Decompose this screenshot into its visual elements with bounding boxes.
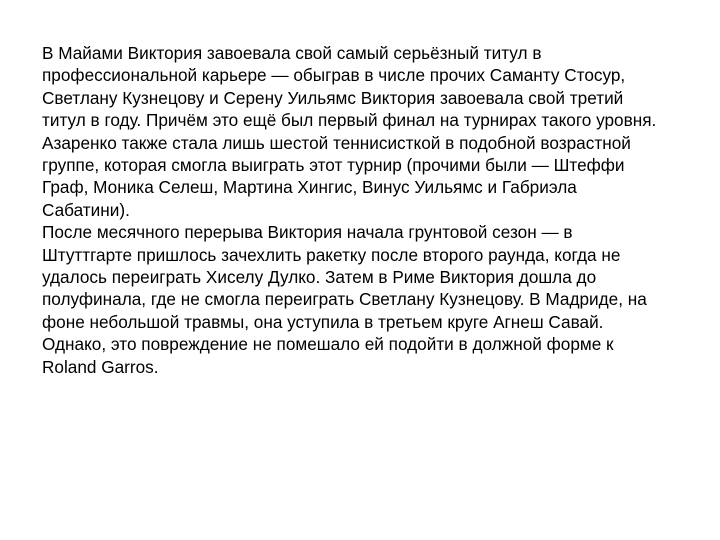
text-line-6: группе, которая смогла выиграть этот турнир (прочими были — Штеффи xyxy=(42,155,625,176)
text-line-13: фоне небольшой травмы, она уступила в третьем круге Агнеш Савай. xyxy=(42,311,604,332)
text-line-7: Граф, Моника Селеш, Мартина Хингис, Винус Уильямс и Габриэла xyxy=(42,177,577,198)
text-line-8: Сабатини). xyxy=(42,199,130,220)
text-line-11: удалось переиграть Хиселу Дулко. Затем в Риме Виктория дошла до xyxy=(42,267,597,288)
text-line-9: После месячного перерыва Виктория начала грунтовой сезон — в xyxy=(42,222,573,243)
body-text xyxy=(42,42,692,378)
text-line-5: Азаренко также стала лишь шестой теннисисткой в подобной возрастной xyxy=(42,132,631,153)
text-line-1: В Майами Виктория завоевала свой самый серьёзный титул в xyxy=(42,43,542,63)
text-line-15: Roland Garros. xyxy=(42,356,159,377)
text-line-12: полуфинала, где не смогла переиграть Светлану Кузнецову. В Мадриде, на xyxy=(42,289,647,310)
text-line-4: титул в году. Причём это ещё был первый финал на турнирах такого уровня. xyxy=(42,110,657,131)
text-line-14: Однако, это повреждение не помешало ей подойти в должной форме к xyxy=(42,334,614,355)
text-line-2: профессиональной карьере — обыграв в числе прочих Саманту Стосур, xyxy=(42,65,626,86)
text-line-10: Штуттгарте пришлось зачехлить ракетку после второго раунда, когда не xyxy=(42,244,621,265)
text-line-3: Светлану Кузнецову и Серену Уильямс Виктория завоевала свой третий xyxy=(42,87,624,108)
